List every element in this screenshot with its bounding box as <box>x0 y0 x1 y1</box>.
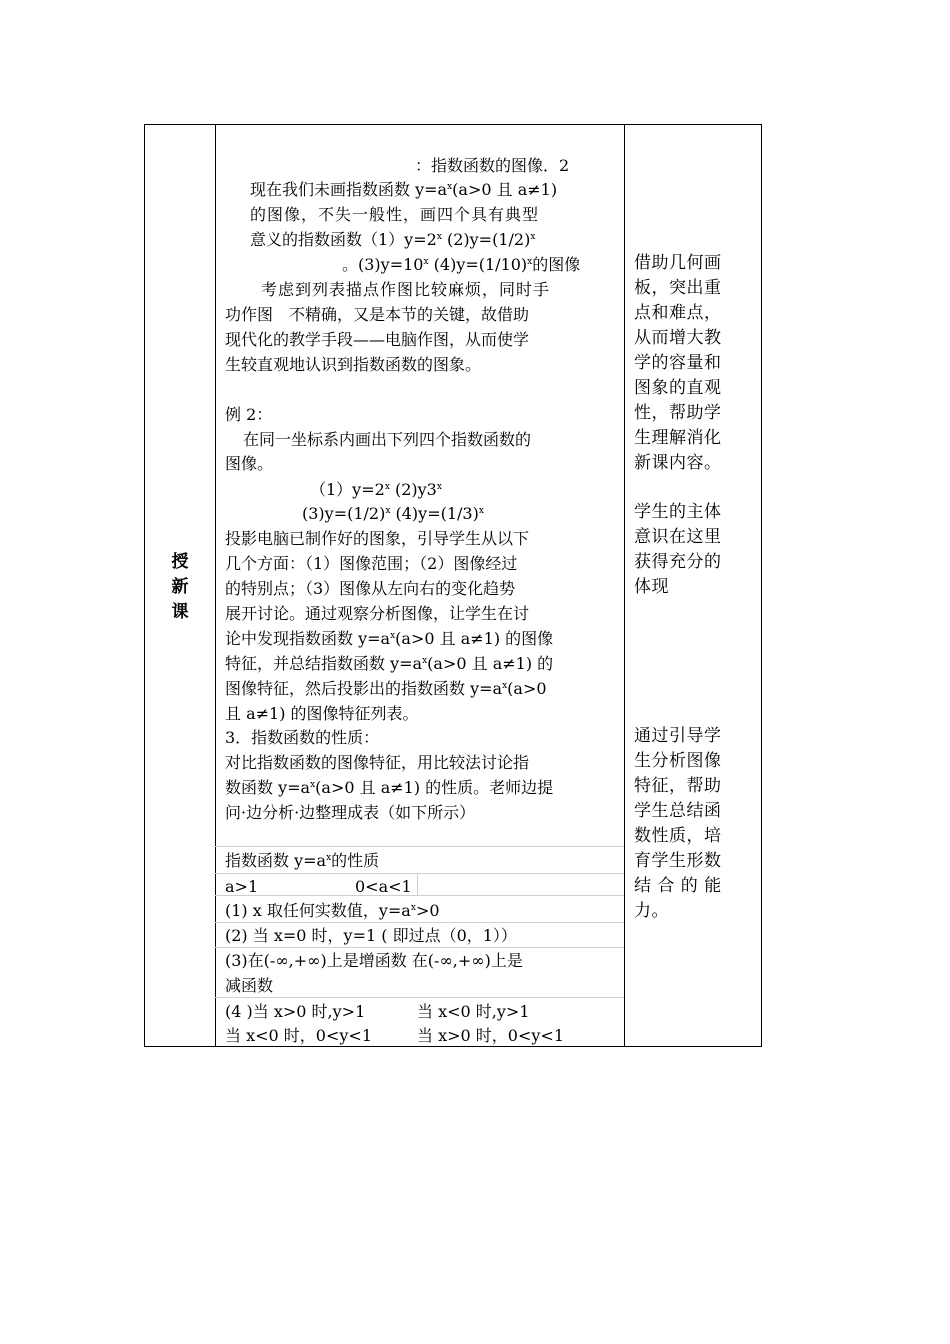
body-line: 展开讨论。通过观察分析图像，让学生在讨 <box>225 604 530 623</box>
note-line: 学的容量和 <box>634 353 722 373</box>
note-line: 学生的主体 <box>634 502 722 522</box>
body-line: 功作图 不精确，又是本节的关键，故借助 <box>225 305 530 324</box>
property-row-4-a2: 当 x<0 时，0<y<1 <box>225 1026 372 1045</box>
table-rule <box>215 997 624 998</box>
property-row-1: (1) x 取任何实数值，$y=a^x>0$ <box>225 901 440 920</box>
note-line: 生分析图像 <box>634 751 722 771</box>
body-line: 生较直观地认识到指数函数的图象。 <box>225 355 482 374</box>
property-header-a-lt-1: 0<a<1 <box>355 877 412 896</box>
section-label-char: 新 <box>171 577 189 597</box>
note-line: 体现 <box>634 577 669 597</box>
property-header-a-gt-1: a>1 <box>225 877 259 896</box>
note-line: 性，帮助学 <box>634 403 722 423</box>
column-divider-2 <box>624 125 625 1046</box>
note-line: 图象的直观 <box>634 378 722 398</box>
note-line: 新课内容。 <box>634 453 722 473</box>
body-line: 数函数 $y=a^x(a>0$ 且 a≠1) 的性质。老师边提 <box>225 778 554 797</box>
body-line: 现代化的教学手段——电脑作图，从而使学 <box>225 330 530 349</box>
section-label-char: 授 <box>171 552 189 572</box>
property-table-title: 指数函数 $y=a^x$的性质 <box>225 851 380 870</box>
note-line: 获得充分的 <box>634 552 722 572</box>
property-row-3-cont: 减函数 <box>225 976 274 995</box>
note-line: 借助几何画 <box>634 253 722 273</box>
teaching-note-3 <box>634 724 734 924</box>
section-label-char: 课 <box>171 602 189 622</box>
body-line: 在同一坐标系内画出下列四个指数函数的 <box>243 430 532 449</box>
teaching-note-2 <box>634 500 734 600</box>
body-line: 特征，并总结指数函数 $y=a^x(a>0$ 且 a≠1) 的 <box>225 654 554 673</box>
body-line: 论中发现指数函数 $y=a^x(a>0$ 且 a≠1) 的图像 <box>225 629 554 648</box>
body-line: 图像。 <box>225 454 274 473</box>
table-rule <box>215 873 624 874</box>
table-rule <box>215 895 624 896</box>
body-line: 问·边分析·边整理成表（如下所示） <box>225 803 476 822</box>
note-line: 育学生形数 <box>634 851 722 871</box>
body-line: 的特别点；（3）图像从左向右的变化趋势 <box>225 579 516 598</box>
note-line: 板，突出重 <box>634 278 722 298</box>
body-line: 。$(3)y=10^x$ $(4)y=(1/10)^x$的图像 <box>342 255 581 274</box>
lesson-table <box>144 124 762 1047</box>
teaching-note-1 <box>634 251 734 476</box>
note-line: 特征，帮助 <box>634 776 722 796</box>
body-line: 几个方面：（1）图像范围；（2）图像经过 <box>225 554 518 573</box>
note-line: 学生总结函 <box>634 801 722 821</box>
body-line: ：指数函数的图像．2 <box>415 156 570 175</box>
note-line: 从而增大教 <box>634 328 722 348</box>
note-line: 数性质，培 <box>634 826 722 846</box>
body-line: 现在我们未画指数函数 $y=a^x(a>0$ 且 a≠1) <box>250 180 558 199</box>
note-line: 力。 <box>634 901 669 921</box>
property-row-4-a: (4 )当 x>0 时,y>1 <box>225 1002 366 1021</box>
section-label <box>145 550 215 625</box>
note-line: 意识在这里 <box>634 527 722 547</box>
body-line: 意义的指数函数$(1)y=2^x$ $(2)y=(1/2)^x$ <box>250 230 536 249</box>
body-line: 图像特征，然后投影出的指数函数 $y=a^x(a>0$ <box>225 679 547 698</box>
note-line: 点和难点， <box>634 303 722 323</box>
property-row-4-b2: 当 x>0 时，0<y<1 <box>417 1026 564 1045</box>
body-line: 3．指数函数的性质： <box>225 728 380 747</box>
property-row-3: (3)在(-∞,+∞)上是增函数 在(-∞,+∞)上是 <box>225 951 523 970</box>
body-line: 且 a≠1) 的图像特征列表。 <box>225 704 419 723</box>
note-line: 通过引导学 <box>634 726 722 746</box>
property-row-2: (2) 当 x=0 时，y=1 ( 即过点（0，1）） <box>225 926 517 945</box>
body-line: 投影电脑已制作好的图象，引导学生从以下 <box>225 529 530 548</box>
body-line: 例 2： <box>225 405 273 424</box>
note-line: 生理解消化 <box>634 428 722 448</box>
table-cell-divider <box>417 873 418 895</box>
note-line: 结 合 的 能 <box>634 876 722 896</box>
body-line: 的图像，不失一般性，画四个具有典型 <box>250 205 540 224</box>
body-line: 对比指数函数的图像特征，用比较法讨论指 <box>225 753 530 772</box>
table-rule <box>215 846 624 847</box>
column-divider-1 <box>215 125 216 1046</box>
body-line: 考虑到列表描点作图比较麻烦，同时手 <box>261 280 551 299</box>
body-line: $(3)y=(1/2)^x$ $(4)y=(1/3)^x$ <box>302 504 484 523</box>
property-row-4-b: 当 x<0 时,y>1 <box>417 1002 530 1021</box>
body-line: $(1)y=2^x$ (2)y3$^x$ <box>310 480 442 499</box>
